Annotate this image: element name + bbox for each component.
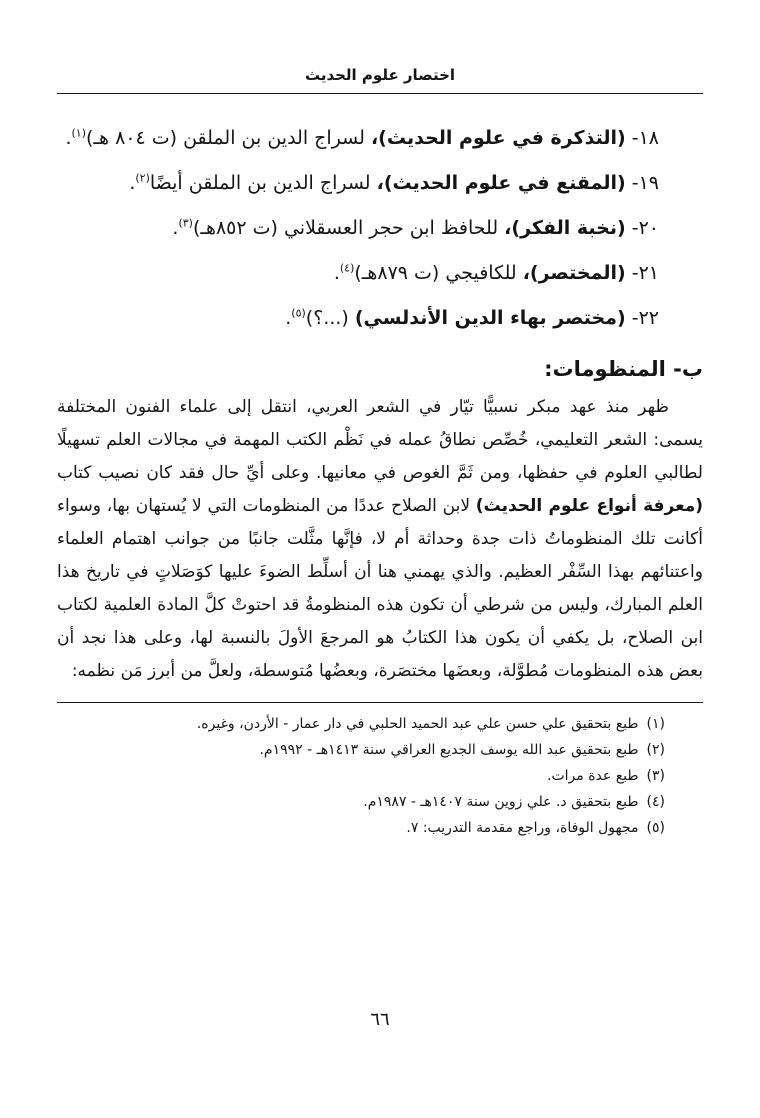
page-number: ٦٦ <box>370 1009 390 1030</box>
footnote-number: (٣) <box>646 768 665 784</box>
footnote-number: (٢) <box>646 742 665 758</box>
work-tail: . <box>129 172 136 194</box>
footnotes-area <box>57 702 703 841</box>
work-title: (مختصر بهاء الدين الأندلسي) <box>354 307 626 329</box>
paragraph-text: ظهر منذ عهد مبكر نسبيًّا تيّار في الشعر العربي، انتقل إلى علماء الفنون المختلفة يسمى: الشعر التعليمي، خُصِّص نطاقُ عمله في نَظْم الكتب المهمة في مجالات العلم تسهيلًا لطالبي العلوم في حفظها، ومن ثَمَّ الغوص في معانيها. وعلى أيِّ حال فقد كان نصيب كتاب <box>57 397 703 483</box>
footnote-marker: (٤) <box>339 261 355 275</box>
work-author: للحافظ ابن حجر العسقلاني (ت ٨٥٢هـ) <box>192 217 499 239</box>
footnote <box>57 763 665 789</box>
work-title: (نخبة الفكر)، <box>504 217 626 239</box>
running-head-title: اختصار علوم الحديث <box>304 66 456 84</box>
footnote-marker: (٢) <box>135 171 150 185</box>
footnote-marker: (٣) <box>178 216 193 230</box>
work-tail: . <box>285 307 292 329</box>
page-header <box>57 66 703 94</box>
footnotes-list <box>57 703 703 841</box>
footnote-marker: (٥) <box>291 306 306 320</box>
footnote <box>57 711 665 737</box>
work-title: (المختصر)، <box>522 262 626 284</box>
list-item <box>57 206 659 251</box>
header-rule <box>57 93 703 94</box>
footnote-text: طبع عدة مرات. <box>547 768 639 784</box>
works-list <box>57 116 703 341</box>
footnote-number: (١) <box>646 716 665 732</box>
list-item <box>57 296 659 341</box>
work-author: لسراج الدين بن الملقن أيضًا <box>149 172 371 194</box>
work-tail: . <box>65 127 72 149</box>
list-item <box>57 161 659 206</box>
book-title-inline: (معرفة أنواع علوم الحديث) <box>475 496 703 516</box>
section-heading: ب- المنظومات: <box>544 357 703 381</box>
work-author: (...؟) <box>305 307 349 329</box>
work-title: (المقنع في علوم الحديث)، <box>376 172 626 194</box>
footnote-text: طبع بتحقيق عبد الله يوسف الجديع العراقي سنة ١٤١٣هـ - ١٩٩٢م. <box>259 742 639 758</box>
work-number: ١٨- <box>631 127 659 149</box>
footnote <box>57 815 665 841</box>
work-title: (التذكرة في علوم الحديث)، <box>370 127 626 149</box>
work-author: للكافيجي (ت ٨٧٩هـ) <box>354 262 517 284</box>
footnote-text: طبع بتحقيق د. علي زوين سنة ١٤٠٧هـ - ١٩٨٧م. <box>363 794 639 810</box>
body-paragraph <box>57 391 703 688</box>
work-number: ٢٠- <box>631 217 659 239</box>
work-number: ٢٢- <box>631 307 659 329</box>
work-number: ١٩- <box>631 172 659 194</box>
footnote-marker: (١) <box>71 126 87 140</box>
list-item <box>57 251 659 296</box>
footnote-number: (٥) <box>646 820 665 836</box>
work-author: لسراج الدين بن الملقن (ت ٨٠٤ هـ) <box>86 127 365 149</box>
work-tail: . <box>333 262 340 284</box>
work-tail: . <box>172 217 179 239</box>
work-number: ٢١- <box>631 262 659 284</box>
footnote <box>57 789 665 815</box>
footnote <box>57 737 665 763</box>
footnote-number: (٤) <box>646 794 665 810</box>
list-item <box>57 116 659 161</box>
paragraph-text: لابن الصلاح عددًا من المنظومات التي لا يُستهان بها، وسواء أكانت تلك المنظوماتُ ذات جدة وحداثة أم لا، فإنَّها مثَّلت جانبًا من جوانب اهتمام العلماء واعتنائهم بهذا السِّفْر العظيم. والذي يهمني هنا أن أسلِّط الضوءَ عليها كوَصَلاتٍ في تاريخ هذا العلم المبارك، وليس من شرطي أن تكون هذه المنظومةُ قد احتوتْ كلَّ المادة العلمية لكتاب ابن الصلاح، بل يكفي أن يكون هذا الكتابُ هو المرجعَ الأولَ بالنسبة لها، وعلى هذا نجد أن بعض هذه المنظومات مُطوَّلة، وبعضَها مختصَرة، وبعضُها مُتوسطة، ولعلَّ من أبرز مَن نظمه: <box>57 496 703 681</box>
footnote-text: طبع بتحقيق علي حسن علي عبد الحميد الحلبي في دار عمار - الأردن، وغيره. <box>196 716 639 732</box>
footnote-text: مجهول الوفاة، وراجع مقدمة التدريب: ٧. <box>406 820 639 836</box>
